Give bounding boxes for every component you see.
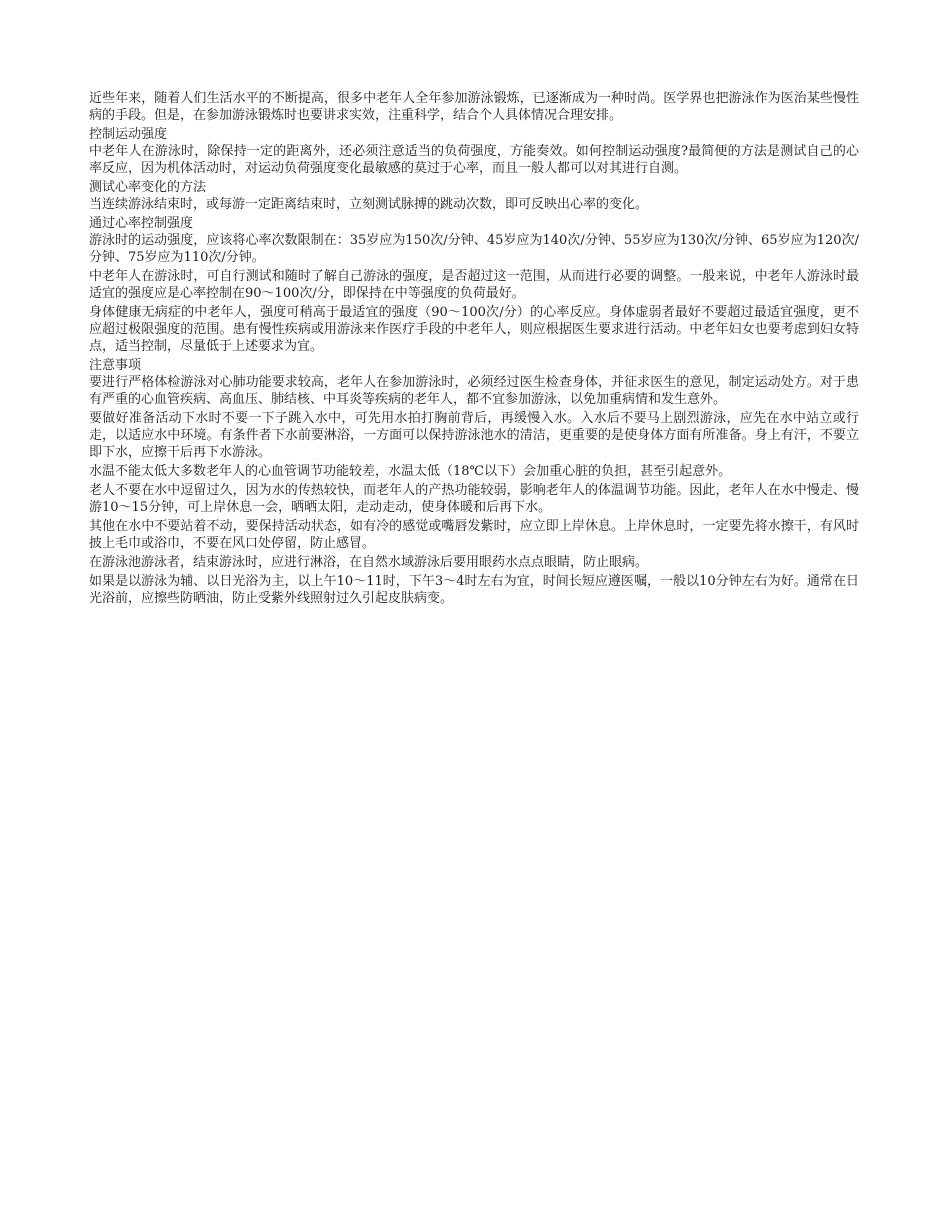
paragraph-heart-rate-limits: 游泳时的运动强度，应该将心率次数限制在：35岁应为150次/分钟、45岁应为140次/分钟、55岁应为130次/分钟、65岁应为120次/分钟、75岁应为110次/分钟。 bbox=[89, 233, 859, 265]
document-body bbox=[89, 90, 859, 609]
paragraph-intro: 近些年来，随着人们生活水平的不断提高，很多中老年人全年参加游泳锻炼，已逐渐成为一种时尚。医学界也把游泳作为医治某些慢性病的手段。但是，在参加游泳锻炼时也要讲求实效，注重科学，结合个人具体情况合理安排。 bbox=[89, 91, 859, 123]
heading-heart-rate-control: 通过心率控制强度 bbox=[89, 216, 194, 231]
heading-control-intensity: 控制运动强度 bbox=[89, 127, 168, 142]
paragraph-self-test: 中老年人在游泳时，可自行测试和随时了解自己游泳的强度，是否超过这一范围，从而进行必要的调整。一般来说，中老年人游泳时最适宜的强度应是心率控制在90～100次/分，即保持在中等强度的负荷最好。 bbox=[89, 269, 859, 301]
paragraph-checkup: 要进行严格体检游泳对心肺功能要求较高，老年人在参加游泳时，必须经过医生检查身体，并征求医生的意见，制定运动处方。对于患有严重的心血管疾病、高血压、肺结核、中耳炎等疾病的老年人，都不宜参加游泳，以免加重病情和发生意外。 bbox=[89, 375, 859, 407]
paragraph-warmup: 要做好准备活动下水时不要一下子跳入水中，可先用水拍打胸前背后，再缓慢入水。入水后不要马上剧烈游泳，应先在水中站立或行走，以适应水中环境。有条件者下水前要淋浴，一方面可以保持游泳池水的清洁，更重要的是使身体方面有所准备。身上有汗，不要立即下水，应擦干后再下水游泳。 bbox=[89, 411, 859, 460]
heading-precautions: 注意事项 bbox=[89, 358, 142, 373]
paragraph-sunbath: 如果是以游泳为辅、以日光浴为主，以上午10～11时，下午3～4时左右为宜，时间长短应遵医嘱，一般以10分钟左右为好。通常在日光浴前，应擦些防晒油，防止受紫外线照射过久引起皮肤病变。 bbox=[89, 574, 859, 606]
paragraph-healthy-elders: 身体健康无病症的中老年人，强度可稍高于最适宜的强度（90～100次/分）的心率反应。身体虚弱者最好不要超过最适宜强度，更不应超过极限强度的范围。患有慢性疾病或用游泳来作医疗手段的中老年人，则应根据医生要求进行活动。中老年妇女也要考虑到妇女特点，适当控制，尽量低于上述要求为宜。 bbox=[89, 305, 859, 354]
paragraph-other: 其他在水中不要站着不动，要保持活动状态，如有冷的感觉或嘴唇发紫时，应立即上岸休息。上岸休息时，一定要先将水擦干，有风时披上毛巾或浴巾，不要在风口处停留，防止感冒。 bbox=[89, 519, 859, 551]
paragraph-heart-rate-test: 当连续游泳结束时，或每游一定距离结束时，立刻测试脉搏的跳动次数，即可反映出心率的变化。 bbox=[89, 197, 649, 212]
paragraph-shower: 在游泳池游泳者，结束游泳时，应进行淋浴，在自然水域游泳后要用眼药水点点眼睛，防止眼病。 bbox=[89, 555, 649, 570]
paragraph-duration: 老人不要在水中逗留过久，因为水的传热较快，而老年人的产热功能较弱，影响老年人的体温调节功能。因此，老年人在水中慢走、慢游10～15分钟，可上岸休息一会，晒晒太阳，走动走动，使身体暖和后再下水。 bbox=[89, 483, 859, 515]
heading-heart-rate-test: 测试心率变化的方法 bbox=[89, 180, 207, 195]
paragraph-water-temperature: 水温不能太低大多数老年人的心血管调节功能较差，水温太低（18℃以下）会加重心脏的负担，甚至引起意外。 bbox=[89, 464, 732, 479]
paragraph-control-intensity: 中老年人在游泳时，除保持一定的距离外，还必须注意适当的负荷强度，方能奏效。如何控制运动强度?最简便的方法是测试自己的心率反应，因为机体活动时，对运动负荷强度变化最敏感的莫过于心率，而且一般人都可以对其进行自测。 bbox=[89, 144, 859, 176]
